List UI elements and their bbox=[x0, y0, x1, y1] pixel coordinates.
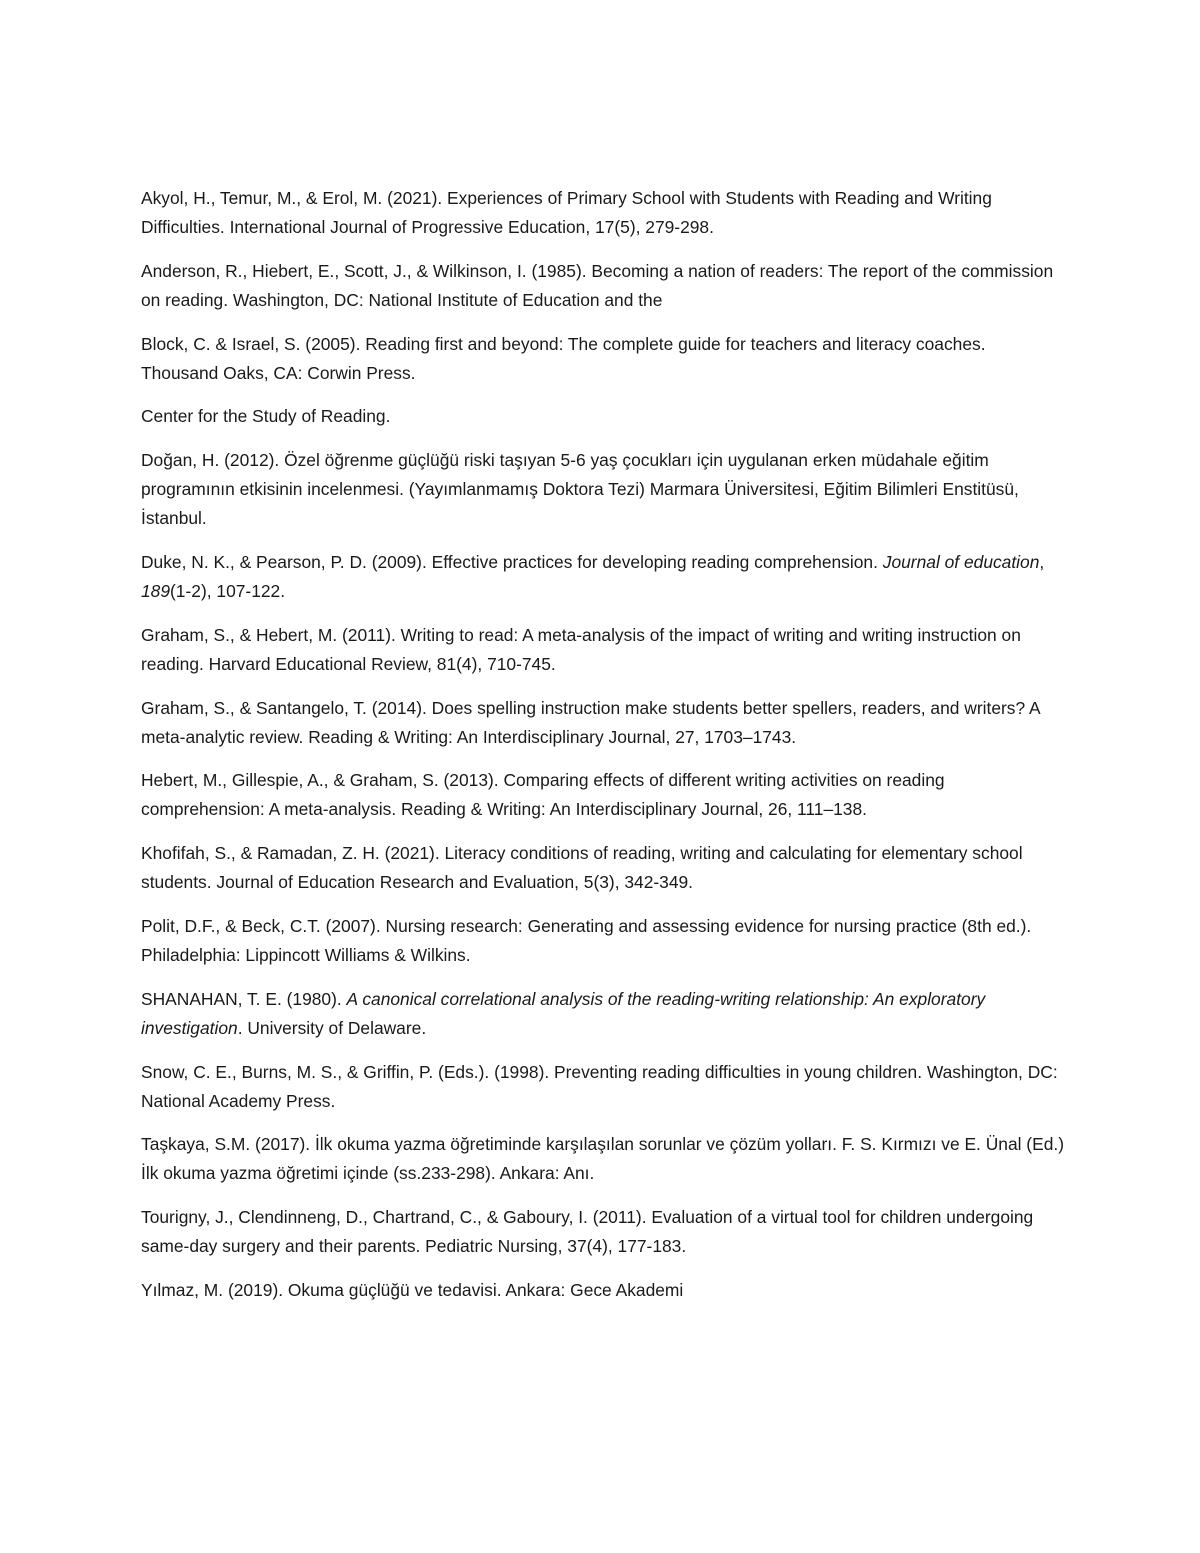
reference-entry bbox=[141, 985, 1066, 1043]
reference-text: , bbox=[1039, 551, 1045, 572]
reference-text: Graham, S., & Hebert, M. (2011). Writing to read: A meta-analysis of the impact of writing and writing instruction on reading. Harvard Educational Review, 81(4), 710-745. bbox=[141, 624, 1021, 674]
reference-entry bbox=[141, 1130, 1066, 1188]
reference-entry bbox=[141, 184, 1066, 242]
reference-entry bbox=[141, 402, 1066, 431]
reference-text: Akyol, H., Temur, M., & Erol, M. (2021). Experiences of Primary School with Students with Reading and Writing Difficulties. International Journal of Progressive Education, 17(5), 279-298. bbox=[141, 188, 992, 237]
reference-text: Khofifah, S., & Ramadan, Z. H. (2021). Literacy conditions of reading, writing and calculating for elementary school students. Journal of Education Research and Evaluation, 5(3), 342-349. bbox=[141, 843, 1023, 893]
reference-text: Doğan, H. (2012). Özel öğrenme güçlüğü riski taşıyan 5-6 yaş çocukları için uygulanan erken müdahale eğitim programının etkisinin incelenmesi. (Yayımlanmamış Doktora Tezi) Marmara Üniversitesi, Eğitim Bilimleri Enstitüsü, İstanbul. bbox=[141, 450, 1019, 529]
reference-list bbox=[141, 184, 1066, 1320]
reference-entry bbox=[141, 1203, 1066, 1261]
reference-text: Duke, N. K., & Pearson, P. D. (2009). Effective practices for developing reading comprehension. bbox=[141, 551, 883, 572]
reference-text: Yılmaz, M. (2019). Okuma güçlüğü ve tedavisi. Ankara: Gece Akademi bbox=[141, 1279, 684, 1300]
reference-entry bbox=[141, 621, 1066, 679]
reference-text: Tourigny, J., Clendinneng, D., Chartrand, C., & Gaboury, I. (2011). Evaluation of a virtual tool for children undergoing same-day surgery and their parents. Pediatric Nursing, 37(4), 177-183. bbox=[141, 1207, 1034, 1257]
reference-text: Taşkaya, S.M. (2017). İlk okuma yazma öğretiminde karşılaşılan sorunlar ve çözüm yolları. F. S. Kırmızı ve E. Ünal (Ed.) İlk okuma yazma öğretimi içinde (ss.233-298). Ankara: Anı. bbox=[141, 1134, 1064, 1184]
reference-entry bbox=[141, 257, 1066, 315]
reference-text: Anderson, R., Hiebert, E., Scott, J., & Wilkinson, I. (1985). Becoming a nation of readers: The report of the commission on reading. Washington, DC: National Institute of Education and the bbox=[141, 260, 1054, 310]
reference-entry bbox=[141, 766, 1066, 824]
reference-text: Graham, S., & Santangelo, T. (2014). Does spelling instruction make students better spellers, readers, and writers? A meta-analytic review. Reading & Writing: An Interdisciplinary Journal, 27, 1703–1743. bbox=[141, 697, 1040, 747]
reference-journal-title: Journal of education bbox=[882, 551, 1040, 572]
reference-text: . University of Delaware. bbox=[237, 1017, 427, 1038]
reference-volume: 189 bbox=[141, 580, 171, 601]
reference-entry bbox=[141, 694, 1066, 752]
reference-text: Center for the Study of Reading. bbox=[141, 406, 391, 427]
reference-work-title: A canonical correlational analysis of the reading-writing relationship: An exploratory investigation bbox=[141, 988, 986, 1038]
reference-entry bbox=[141, 1058, 1066, 1116]
reference-text: Polit, D.F., & Beck, C.T. (2007). Nursing research: Generating and assessing evidence for nursing practice (8th ed.). Philadelphia: Lippincott Williams & Wilkins. bbox=[141, 915, 1032, 965]
reference-entry bbox=[141, 839, 1066, 897]
reference-text: (1-2), 107-122. bbox=[170, 580, 286, 601]
reference-entry bbox=[141, 330, 1066, 388]
reference-entry bbox=[141, 912, 1066, 970]
reference-entry bbox=[141, 1276, 1066, 1305]
reference-text: Block, C. & Israel, S. (2005). Reading first and beyond: The complete guide for teachers and literacy coaches. Thousand Oaks, CA: Corwin Press. bbox=[141, 333, 986, 383]
reference-entry bbox=[141, 548, 1066, 606]
reference-entry bbox=[141, 446, 1066, 533]
reference-text: Snow, C. E., Burns, M. S., & Griffin, P. (Eds.). (1998). Preventing reading difficulties in young children. Washington, DC: National Academy Press. bbox=[141, 1061, 1058, 1111]
reference-text: Hebert, M., Gillespie, A., & Graham, S. (2013). Comparing effects of different writing activities on reading comprehension: A meta-analysis. Reading & Writing: An Interdisciplinary Journal, 26, 111–138. bbox=[141, 770, 945, 820]
reference-text: SHANAHAN, T. E. (1980). bbox=[141, 988, 347, 1009]
